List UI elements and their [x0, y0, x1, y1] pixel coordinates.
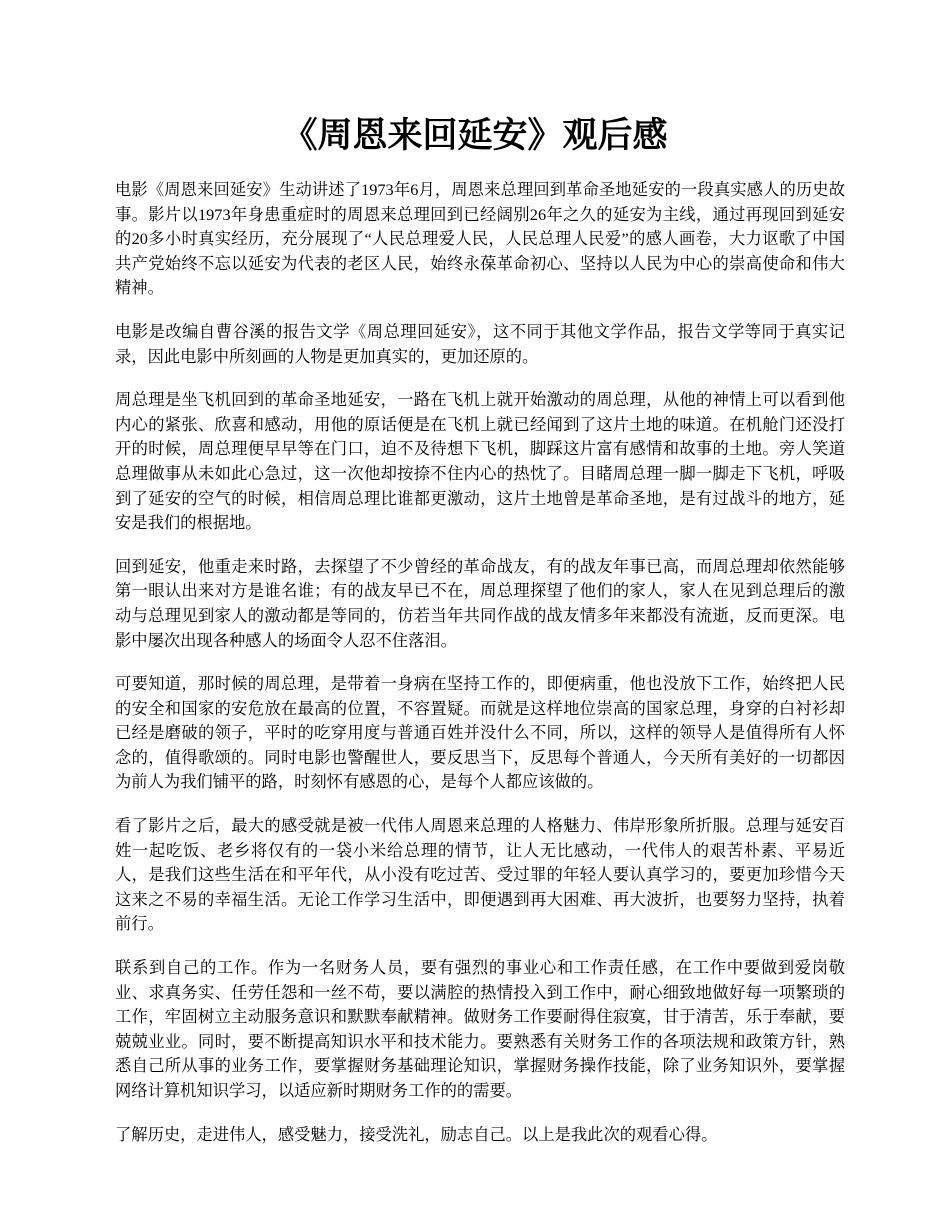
paragraph-conclusion: 了解历史，走进伟人，感受魅力，接受洗礼，励志自己。以上是我此次的观看心得。 [115, 1124, 718, 1144]
paragraph-work: 联系到自己的工作。作为一名财务人员，要有强烈的事业心和工作责任感，在工作中要做到爱岗敬业、求真务实、任劳任怨和一丝不苟，要以满腔的热情投入到工作中，耐心细致地做好每一项繁琐的工作，牢固树立主动服务意识和默默奉献精神。做财务工作要耐得住寂寞，甘于清苦，乐于奉献，要兢兢业业。同时，要不断提高知识水平和技术能力。要熟悉有关财务工作的各项法规和政策方针，熟悉自己所从事的业务工作，要掌握财务基础理论知识，掌握财务操作技能，除了业务知识外，要掌握网络计算机知识学习，以适应新时期财务工作的的需要。 [115, 958, 845, 1100]
document-title: 《周恩来回延安》观后感 [282, 115, 668, 156]
paragraph-arrival: 周总理是坐飞机回到的革命圣地延安，一路在飞机上就开始激动的周总理，从他的神情上可以看到他内心的紧张、欣喜和感动，用他的原话便是在飞机上就已经闻到了这片土地的味道。在机舱门还没打开的时候，周总理便早早等在门口，迫不及待想下飞机，脚踩这片富有感情和故事的土地。旁人笑道总理做事从未如此心急过，这一次他却按捺不住内心的热忱了。目睹周总理一脚一脚走下飞机，呼吸到了延安的空气的时候，相信周总理比谁都更激动，这片土地曾是革命圣地，是有过战斗的地方，延安是我们的根据地。 [115, 390, 845, 533]
paragraph-comrades: 回到延安，他重走来时路，去探望了不少曾经的革命战友，有的战友年事已高，而周总理却依然能够第一眼认出来对方是谁名谁；有的战友早已不在，周总理探望了他们的家人，家人在见到总理后的激动与总理见到家人的激动都是等同的，仿若当年共同作战的战友情多年来都没有流逝，反而更深。电影中屡次出现各种感人的场面令人忍不住落泪。 [115, 556, 845, 650]
document-body [115, 178, 845, 1166]
paragraph-adaptation: 电影是改编自曹谷溪的报告文学《周总理回延安》，这不同于其他文学作品，报告文学等同于真实记录，因此电影中所刻画的人物是更加真实的，更加还原的。 [115, 321, 845, 366]
paragraph-intro: 电影《周恩来回延安》生动讲述了1973年6月，周恩来总理回到革命圣地延安的一段真实感人的历史故事。影片以1973年身患重症时的周恩来总理回到已经阔别26年之久的延安为主线，通过再现回到延安的20多小时真实经历，充分展现了“人民总理爱人民，人民总理人民爱”的感人画卷，大力讴歌了中国共产党始终不忘以延安为代表的老区人民，始终永葆革命初心、坚持以人民为中心的崇高使命和伟大精神。 [115, 180, 845, 298]
paragraph-dedication: 可要知道，那时候的周总理，是带着一身病在坚持工作的，即便病重，他也没放下工作，始终把人民的安全和国家的安危放在最高的位置，不容置疑。而就是这样地位崇高的国家总理，身穿的白衬衫却已经是磨破的领子，平时的吃穿用度与普通百姓并没什么不同，所以，这样的领导人是值得所有人怀念的，值得歌颂的。同时电影也警醒世人，要反思当下，反思每个普通人，今天所有美好的一切都因为前人为我们铺平的路，时刻怀有感恩的心，是每个人都应该做的。 [115, 674, 845, 792]
paragraph-impression: 看了影片之后，最大的感受就是被一代伟人周恩来总理的人格魅力、伟岸形象所折服。总理与延安百姓一起吃饭、老乡将仅有的一袋小米给总理的情节，让人无比感动，一代伟人的艰苦朴素、平易近人，是我们这些生活在和平年代，从小没有吃过苦、受过罪的年轻人要认真学习的，要更加珍惜今天这来之不易的幸福生活。无论工作学习生活中，即便遇到再大困难、再大波折，也要努力坚持，执着前行。 [115, 816, 845, 934]
